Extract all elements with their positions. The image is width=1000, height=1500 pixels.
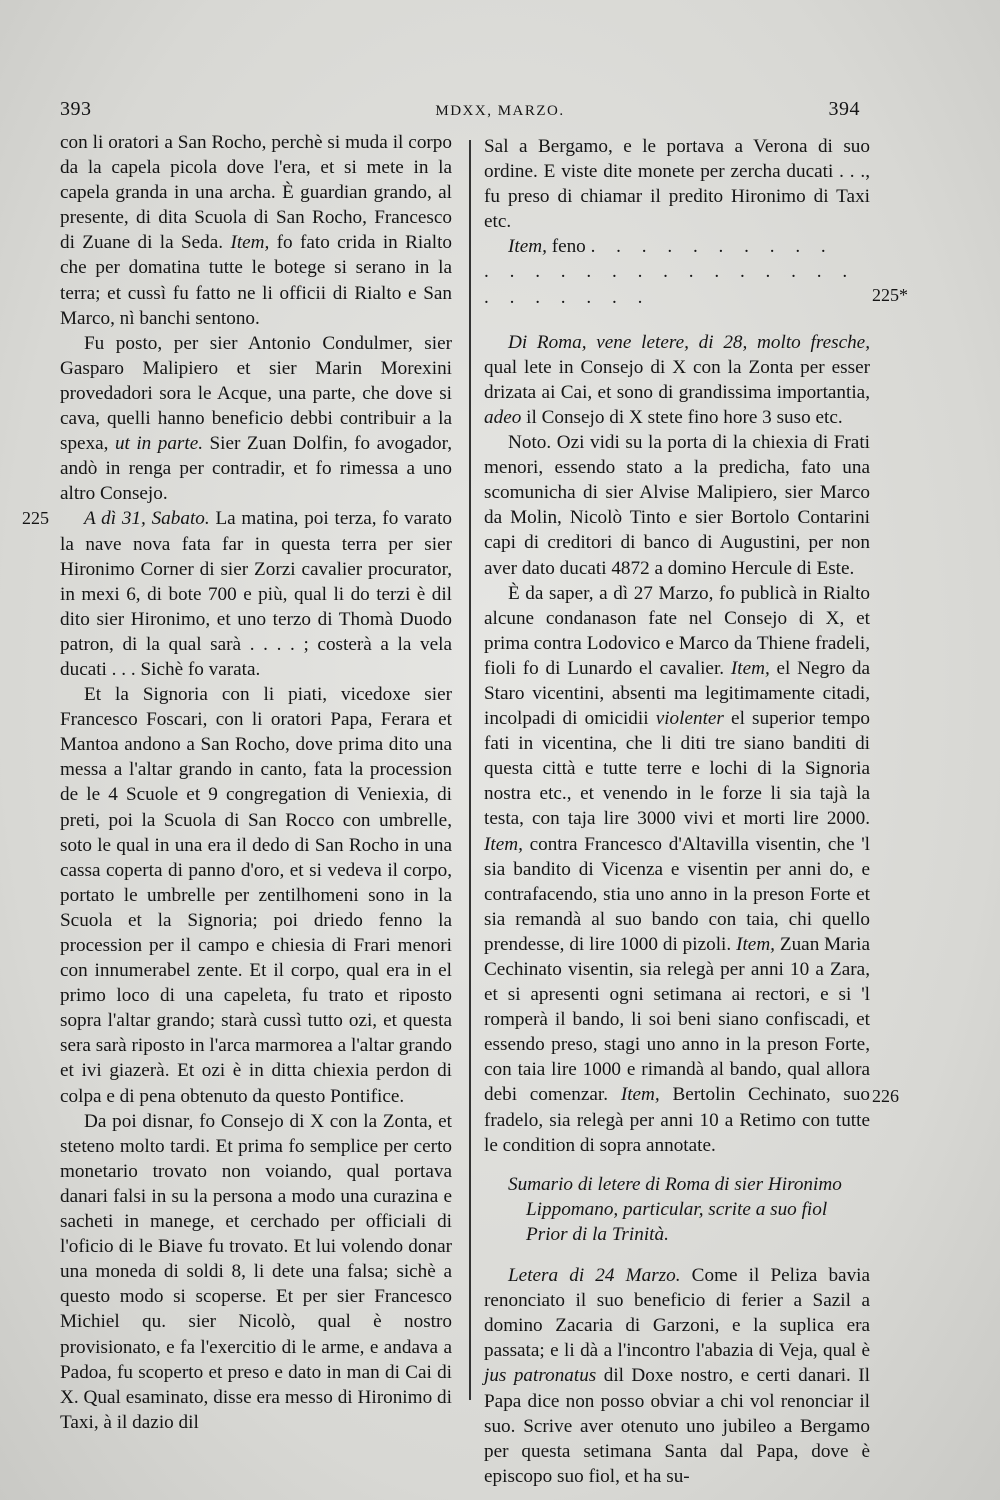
italic-text: violenter xyxy=(655,708,724,730)
paragraph: Et la Signoria con li piati, vicedoxe sier Francesco Foscari, con li oratori Papa, Ferara et Mantoa andono a San Rocho, dove prima dito una messa a l'altar grando in canto, fata la procession de le 4 Scuole et 9 congregation di Veniexia, di preti, poi la Scuola di San Rocco con umbrelle, soto le qual in una era il dedo di San Rocho in una cassa coperta di panno d'oro, et si vedeva il corpo, portato le umbrelle per zentilhomeni sono in la Scuola et la Signoria; poi driedo fenno la procession per il campo e chiesia di Frari menori con innumerabel zente. Et il corpo, qual era in el primo loco di una capeleta, fu trato et riposto sopra l'altar grando; starà cussì tutto ozi, et questa sera sarà riposto in l'arca marmorea a l'altar grando et ivi giazerà. Et ozi è in ditta chiexia perdon di colpa e di pena obtenuto da questo Pontifice. xyxy=(60,684,452,1107)
margin-number-right-bottom: 226 xyxy=(872,1086,899,1106)
italic-text: Di Roma, vene letere, di 28, molto fresche, xyxy=(508,331,870,353)
left-page-number: 393 xyxy=(60,98,92,120)
paragraph: Noto. Ozi vidi su la porta di la chiexia di Frati menori, essendo stato a la predicha, fato una scomunicha di sier Alvise Malipiero, sier Marco da Molin, Nicolò Tinto e sier Bortolo Contarini capi di creditori di banco di Augustini, per non aver dato ducati 4872 a domino Hercule di Este. xyxy=(484,432,870,579)
text: Bertolin Cechinato, suo fradelo, sia relegà per anni 10 a Retimo con tutte le condition di sopra annotate. xyxy=(484,1084,871,1156)
italic-text: Item, xyxy=(230,232,270,254)
paragraph xyxy=(484,1263,870,1489)
text: il Consejo di X stete fino hore 3 suso etc. xyxy=(526,406,843,428)
paragraph: Da poi disnar, fo Consejo di X con la Zonta, et steteno molto tardi. Et prima fo semplice per certo monetario trovato non voiando, qual portava danari falsi in su la persona a modo una curazina e sacheti in manege, et cerchado per officiali di l'oficio di le Biave fu trovato. Et lui volendo donar una moneda di soldi 8, li dete una falsa; sichè a questo modo si scoperse. Et per sier Francesco Michiel qu. sier Nicolò, qual è nostro provisionato, e fa l'exercitio di le arme, e andava a Padoa, fu scoperto et preso e dato in man di Cai di X. Qual esaminato, disse era messo di Hironimo di Taxi, à il dazio dil xyxy=(60,1110,452,1433)
text: dil Doxe nostro, e certi danari. Il Papa dice non posso obviar a chi vol renonciar il suo. Scrive aver otenuto uno jubileo a Bergamo per questa setimana Santa dal Papa, dove è episcopo suo fiol, et ha su- xyxy=(484,1365,871,1487)
heading-line: Prior di la Trinità. xyxy=(526,1223,669,1245)
spacer xyxy=(484,310,870,330)
ellipsis-line: . . . . . . . . . . . . . . . xyxy=(484,261,856,283)
italic-date: Letera di 24 Marzo. xyxy=(508,1265,681,1287)
text: el superior tempo fati in vicentina, che li diti tre siano banditi di questa città e tutte terre e lochi di la Signoria nostra etc., et venendo in le forze li sia tajà la testa, con taja lire 3000 vivi et morti lire 2000. xyxy=(484,708,871,830)
italic-text: Item, xyxy=(508,236,547,258)
section-heading xyxy=(484,1172,870,1247)
text: qual lete in Consejo di X con la Zonta per esser drizata ai Cai, et sono di grandissima importantia, xyxy=(484,356,870,403)
italic-text: Item, xyxy=(730,657,770,679)
paragraph xyxy=(60,506,452,682)
text: Fu posto, per sier Antonio Condulmer, sier Gasparo Malipiero et sier Marin Morexini provedadori sora le Acque, una parte, che dove si cava, quelli hanno beneficio debbi contribuir a la spexa, xyxy=(60,332,452,455)
margin-number-left: 225 xyxy=(22,508,49,528)
italic-text: ut in parte. xyxy=(114,433,204,455)
text: La matina, poi terza, fo varato la nave nova fata far in questa terra per sier Hironimo Corner di sier Zorzi cavalier procurator, in mexi 6, di bote 700 e più, qual li do terzi è dil dito sier Hironimo, et uno terzo di Thomà Duodo patron, di la qual sarà . . . . ; costerà a la vela ducati . . . Sichè fo varata. xyxy=(60,508,452,680)
paragraph xyxy=(484,581,870,1158)
column-divider xyxy=(469,140,471,1400)
italic-text: jus patronatus xyxy=(484,1365,597,1387)
running-header: MDXX, MARZO. xyxy=(435,103,565,119)
italic-text: Item, xyxy=(620,1084,660,1106)
italic-text: Item, xyxy=(736,933,775,955)
paragraph xyxy=(484,330,870,430)
paragraph xyxy=(60,331,452,507)
text: con li oratori a San Rocho, perchè si muda il corpo da la capela picola dove l'era, et si mete in la capela granda in una archa. È guardian grando, al presente, di dita Scuola di San Rocho, Francesco di Zuane di la Seda. xyxy=(60,132,452,254)
italic-date: A dì 31, Sabato. xyxy=(84,508,210,530)
text: Sier Zuan Dolfin, fo avogador, andò in renga per contradir, et fo rimessa a uno altro Consejo. xyxy=(60,433,452,505)
text: contra Francesco d'Altavilla visentin, che 'l sia bandito di Vicenza e visentin per anni do, e contrafacendo, stia uno anno in la preson Forte et sia remandà al suo bando con taia, chi quello prendesse, di lire 1000 di pizoli. xyxy=(484,833,870,955)
italic-text: adeo xyxy=(484,406,522,428)
left-column xyxy=(60,130,452,1435)
italic-text: Item, xyxy=(484,833,523,855)
right-column xyxy=(484,134,870,1489)
text: È da saper, a dì 27 Marzo, fo publicà in Rialto alcune condanason fate nel Consejo di X, et prima contra Lodovico e Marco da Thiene fradeli, fioli fo di Lunardo el cavalier. xyxy=(484,582,870,679)
heading-line: Sumario di letere di Roma di sier Hironimo xyxy=(508,1173,842,1195)
heading-line: Lippomano, particular, scrite a suo fiol xyxy=(526,1198,828,1220)
margin-number-right-top: 225* xyxy=(872,285,908,305)
ellipsis: . . . . . . . . . . xyxy=(590,236,834,258)
paragraph: Sal a Bergamo, e le portava a Verona di suo ordine. E viste dite monete per zercha ducati . . ., fu preso di chiamar il predito Hironimo di Taxi etc. xyxy=(484,136,870,233)
paragraph xyxy=(484,234,870,259)
text: Come il Peliza bavia renonciato il suo beneficio di ferier a Sazil a domino Zacaria di Garzoni, e la suplica era passata; e li dà a l'incontro l'abazia di Veja, qual è xyxy=(484,1265,871,1362)
text: fo fato crida in Rialto che per domatina tutte le botege si serano in la terra; et cussì fu fatto ne li officii di Rialto e San Marco, nì banchi sentono. xyxy=(60,232,453,329)
text: Zuan Maria Cechinato visentin, sia relegà per anni 10 a Zara, et si apresenti ogni setimana ai rectori, e si 'l romperà il bando, li soi beni siano confiscadi, et essendo preso, stagi uno anno in la preson Forte, con taia lire 1000 e rimandà al bando, qual allora debi comenzar. xyxy=(484,933,870,1106)
ellipsis-line: . . . . . . . xyxy=(484,286,651,308)
paragraph xyxy=(60,130,452,331)
text: el Negro da Staro vicentini, absenti ma legitimamente citadi, incolpadi di omicidii xyxy=(484,657,870,730)
right-page-number: 394 xyxy=(828,98,860,120)
text: feno xyxy=(551,236,586,258)
